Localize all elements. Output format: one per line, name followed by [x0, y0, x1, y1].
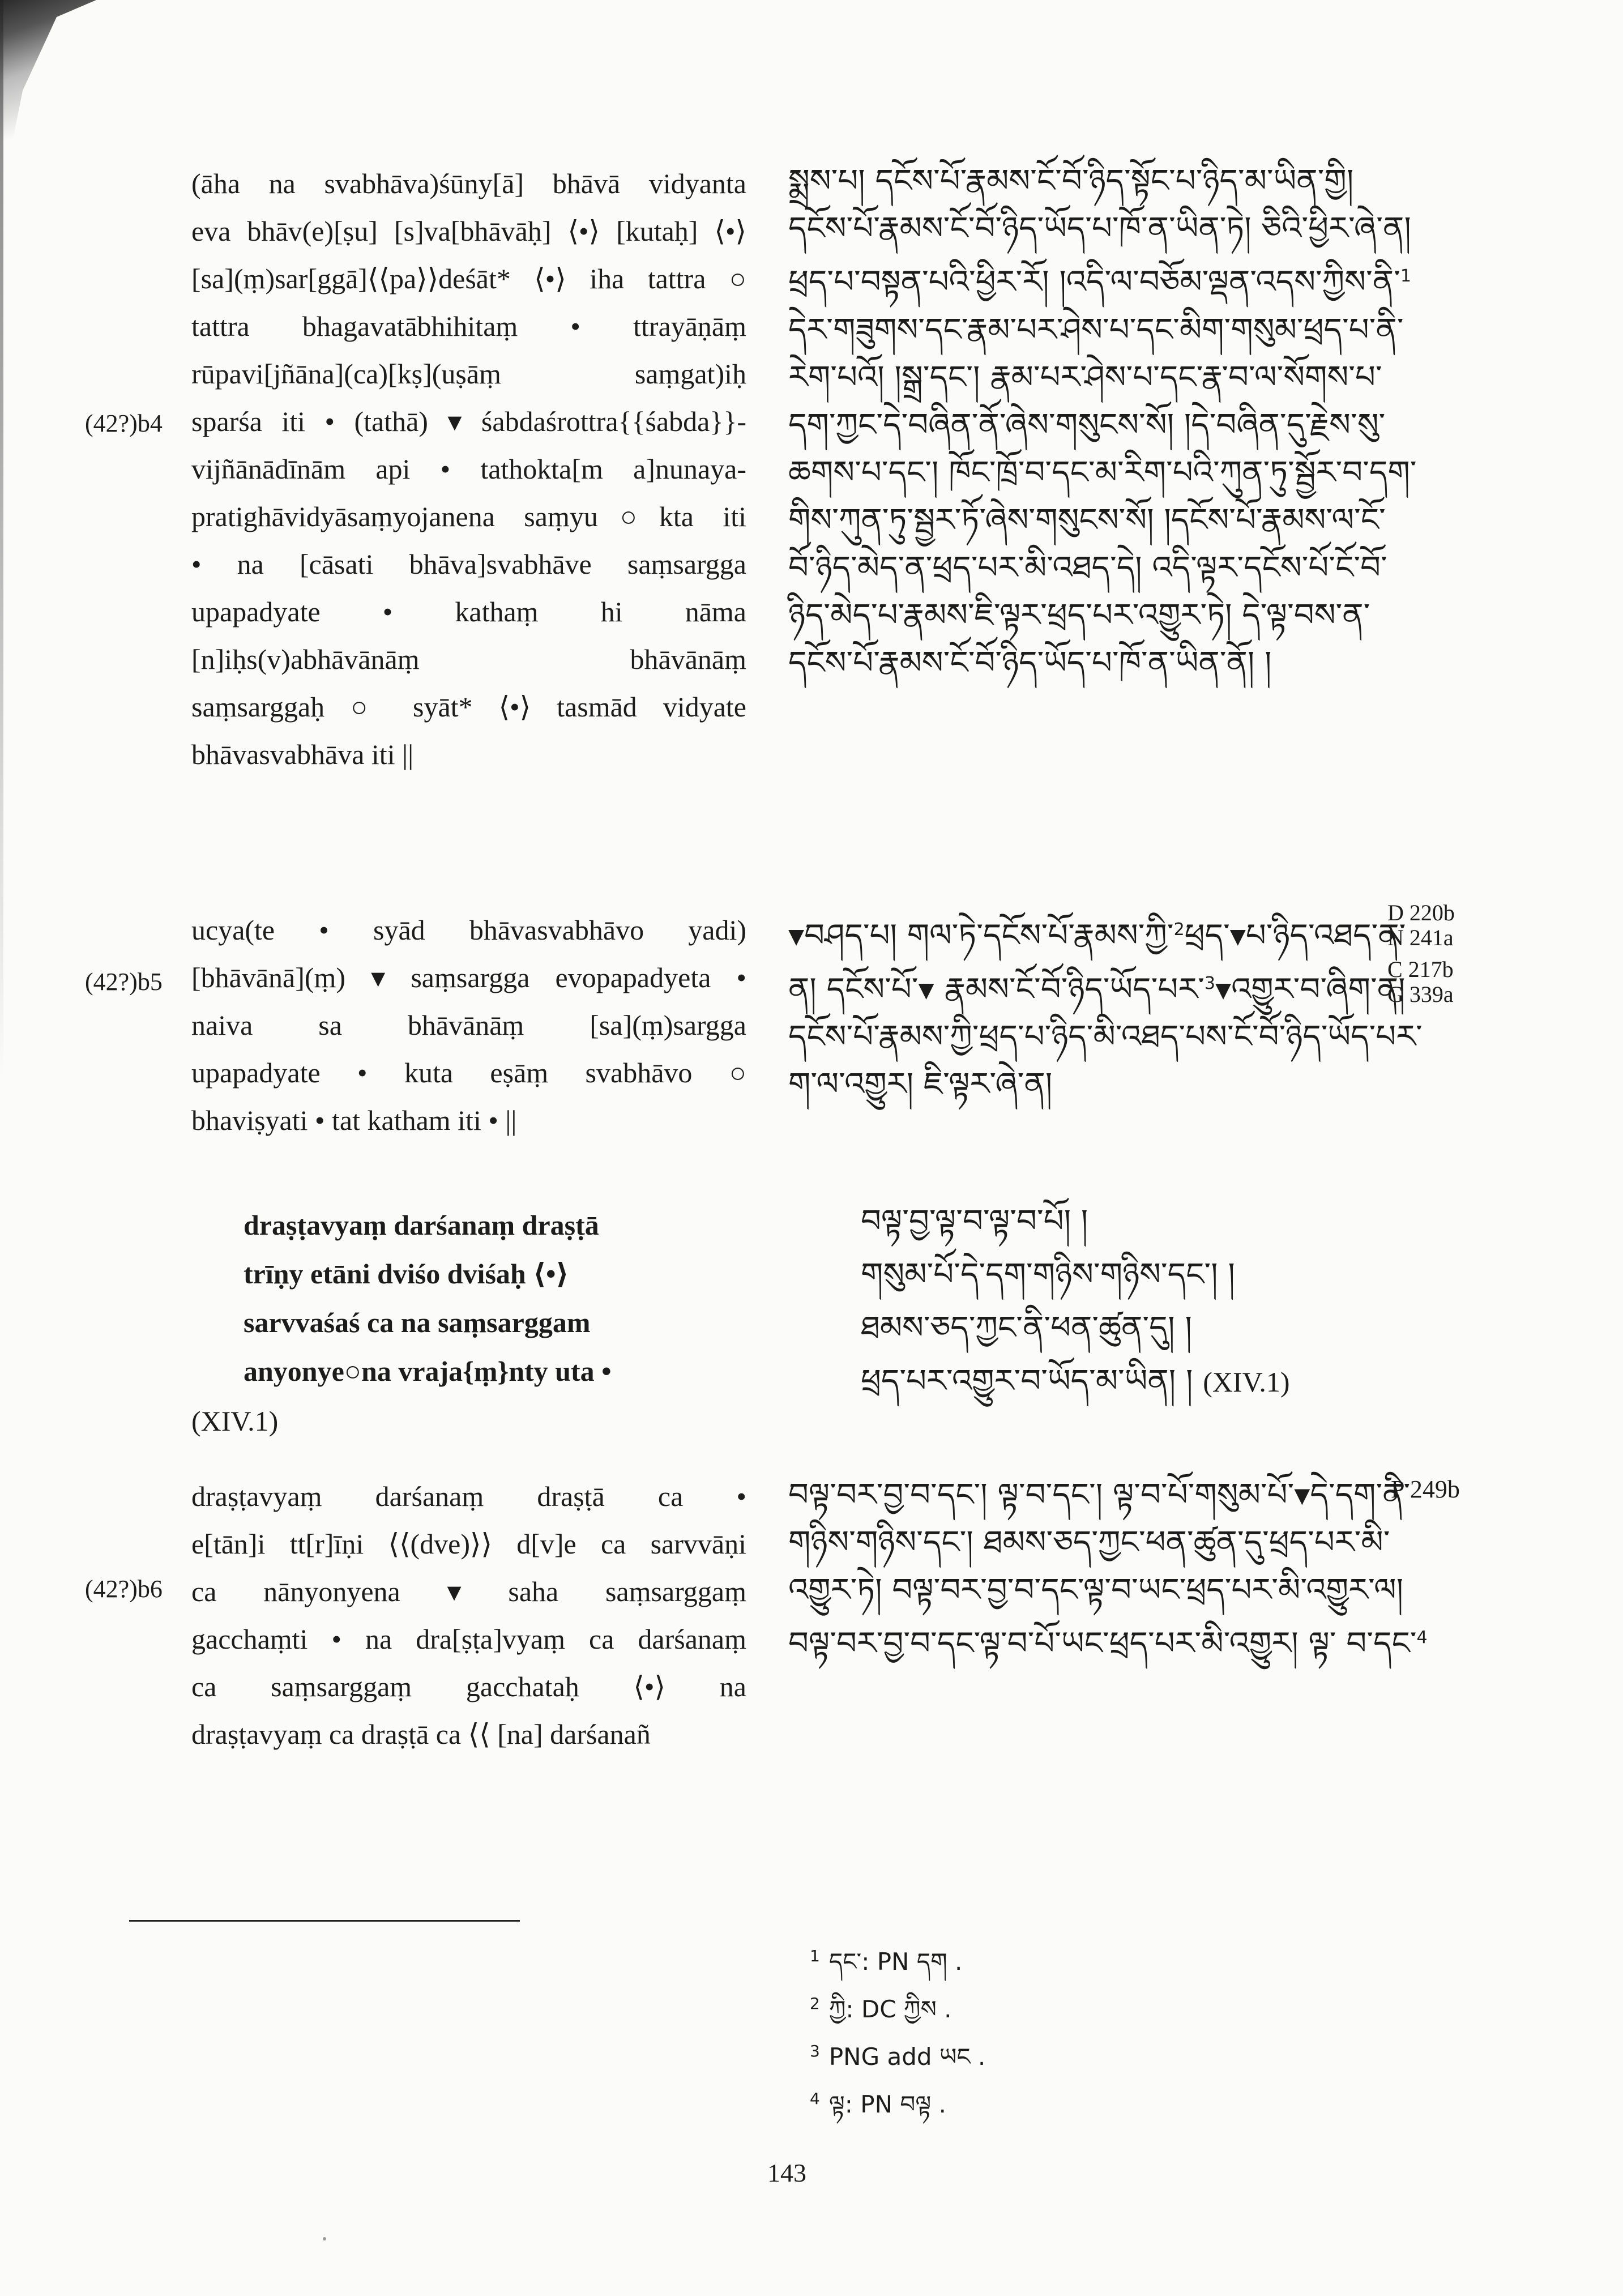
- edition-ref-p: P 249b: [1391, 1475, 1460, 1503]
- footnote-text: PNG add ཡང .: [828, 2043, 986, 2071]
- tibetan-line: ན། དངོས་པོ་▾ རྣམས་ངོ་བོ་ཉིད་ཡོད་པར་$^3$▾འགྱུར་བ་ཞིག་ན།: [788, 971, 1406, 1008]
- sanskrit-verse-number: (XIV.1): [191, 1405, 279, 1437]
- sanskrit-line: upapadyate • kathaṃ hi nāma: [191, 596, 746, 628]
- sanskrit-line: tattra bhagavatābhihitaṃ • ttrayāṇāṃ: [191, 310, 746, 342]
- verse-line: draṣṭavyaṃ darśanaṃ draṣṭā: [244, 1209, 599, 1241]
- footnote-number: 2: [810, 1994, 820, 2013]
- sanskrit-line: upapadyate • kuta eṣāṃ svabhāvo ○: [191, 1057, 746, 1089]
- sanskrit-line: saṃsarggaḥ ○ syāt* ⟨•⟩ tasmād vidyate: [191, 691, 746, 723]
- tibetan-verse-number: (XIV.1): [1203, 1366, 1290, 1398]
- tibetan-line: སྨྲས་པ། དངོས་པོ་རྣམས་ངོ་བོ་ཉིད་སྟོང་པ་ཉིད་མ་ཡིན་གྱི།: [788, 163, 1354, 199]
- sanskrit-line: [sa](ṃ)sar[ggā]⟨⟨pa⟩⟩deśāt* ⟨•⟩ iha tattra ○: [191, 263, 746, 295]
- tibetan-line: ཆགས་པ་དང་། ཁོང་ཁྲོ་བ་དང་མ་རིག་པའི་ཀུན་ཏུ་སྦྱོར་བ་དག་: [788, 454, 1417, 491]
- sanskrit-line: pratighāvidyāsaṃyojanena saṃyu○kta iti: [191, 501, 746, 532]
- sanskrit-line: eva bhāv(e)[ṣu] [s]va[bhāvāḥ] ⟨•⟩ [kutaḥ] ⟨•⟩: [191, 215, 746, 247]
- tibetan-verse: [861, 1195, 1289, 1409]
- tibetan-line: ཉིད་མེད་པ་རྣམས་ཇི་ལྟར་ཕྲད་པར་འགྱུར་ཏེ། དེ་ལྟ་བས་ན་: [788, 596, 1370, 634]
- sanskrit-line: draṣṭavyaṃ darśanaṃ draṣṭā ca •: [191, 1480, 746, 1512]
- footnote-rule: [129, 1920, 520, 1922]
- sanskrit-block-2: [191, 906, 746, 1144]
- tibetan-line: གིས་ཀུན་ཏུ་སྦྱར་ཏོ་ཞེས་གསུངས་སོ། །དངོས་པོ་རྣམས་ལ་ངོ་: [788, 501, 1386, 539]
- edition-ref-c: C 217b: [1387, 957, 1454, 982]
- edition-ref-d: D 220b: [1387, 900, 1455, 925]
- sanskrit-line: • na [cāsati bhāva]svabhāve saṃsargga: [191, 548, 746, 580]
- folio-margin-b6: (42?)b6: [85, 1575, 163, 1603]
- sanskrit-line: vijñānādīnām api • tathokta[m a]nunaya-: [191, 453, 746, 485]
- sanskrit-line: rūpavi[jñāna](ca)[kṣ](uṣāṃ saṃgat)iḥ: [191, 358, 746, 390]
- tibetan-line: དངོས་པོ་རྣམས་ངོ་བོ་ཉིད་ཡོད་པ་ཁོ་ན་ཡིན་ཏེ། ཅིའི་ཕྱིར་ཞེ་ན།: [788, 210, 1411, 247]
- tibetan-line: དངོས་པོ་རྣམས་ངོ་བོ་ཉིད་ཡོད་པ་ཁོ་ན་ཡིན་ནོ། །: [788, 644, 1272, 681]
- verse-line: sarvvaśaś ca na saṃsarggam: [244, 1307, 591, 1338]
- sanskrit-verse: [244, 1201, 753, 1395]
- tibetan-line: ▾བཤད་པ། གལ་ཏེ་དངོས་པོ་རྣམས་ཀྱི་$^2$ཕྲད་▾པ་ཉིད་འཐད་ན་: [788, 917, 1406, 954]
- tibetan-verse-line: གསུམ་པོ་དེ་དག་གཉིས་གཉིས་དང་། །: [861, 1256, 1235, 1293]
- sanskrit-line: ca nānyonyena ▾ saha saṃsarggaṃ: [191, 1576, 746, 1607]
- sanskrit-line: bhāvasvabhāva iti ||: [191, 739, 414, 770]
- footnote: [810, 2077, 946, 2145]
- sanskrit-line: [bhāvānā](ṃ) ▾ saṃsargga evopapadyeta •: [191, 962, 746, 993]
- verse-line: trīṇy etāni dviśo dviśaḥ ⟨•⟩: [244, 1258, 569, 1290]
- tibetan-verse-line: ཕྲད་པར་འགྱུར་བ་ཡོད་མ་ཡིན། ། (XIV.1): [861, 1363, 1290, 1399]
- tibetan-line: བལྟ་བར་བྱ་བ་དང་། ལྟ་བ་དང་། ལྟ་བ་པོ་གསུམ་པོ་▾དེ་དག་ནི་: [788, 1476, 1411, 1513]
- tibetan-line: བལྟ་བར་བྱ་བ་དང་ལྟ་བ་པོ་ཡང་ཕྲད་པར་མི་འགྱུར། ལྟ་ བ་དང་$^4$: [788, 1625, 1428, 1662]
- tibetan-line: དེར་གཟུགས་དང་རྣམ་པར་ཤེས་པ་དང་མིག་གསུམ་ཕྲད་པ་ནི་: [788, 311, 1404, 348]
- sanskrit-line: draṣṭavyaṃ ca draṣṭā ca ⟨⟨ [na] darśanañ: [191, 1718, 651, 1750]
- edition-ref-n: N 241a: [1387, 925, 1454, 950]
- sanskrit-line: ca saṃsarggaṃ gacchataḥ ⟨•⟩ na: [191, 1671, 746, 1702]
- tibetan-line: རེག་པའོ། །སྒྲ་དང་། རྣམ་པར་ཤེས་པ་དང་རྣ་བ་ལ་སོགས་པ་: [788, 359, 1382, 396]
- sanskrit-line: ucya(te • syād bhāvasvabhāvo yadi): [191, 914, 746, 946]
- sanskrit-line: naiva sa bhāvānāṃ [sa](ṃ)sargga: [191, 1009, 746, 1041]
- tibetan-verse-line: བལྟ་བྱ་ལྟ་བ་ལྟ་བ་པོ། །: [861, 1203, 1088, 1240]
- sanskrit-line: gacchaṃti • na dra[ṣṭa]vyaṃ ca darśanaṃ: [191, 1623, 746, 1655]
- folio-margin-b4: (42?)b4: [85, 409, 163, 437]
- folio-margin-b5: (42?)b5: [85, 968, 163, 996]
- sanskrit-line: [n]iḥs(v)abhāvānāṃ bhāvānāṃ: [191, 643, 746, 675]
- sanskrit-line: (āha na svabhāva)śūny[ā] bhāvā vidyanta: [191, 168, 746, 199]
- footnote-marker: 4: [1416, 1628, 1428, 1648]
- tibetan-line: ག་ལ་འགྱུར། ཇི་ལྟར་ཞེ་ན།: [788, 1066, 1053, 1103]
- tibetan-line: དག་ཀྱང་དེ་བཞིན་ནོ་ཞེས་གསུངས་སོ། །དེ་བཞིན་དུ་རྗེས་སུ་: [788, 406, 1386, 443]
- footnote-marker: 1: [1400, 266, 1411, 286]
- verse-line: anyonye○na vraja{ṃ}nty uta •: [244, 1355, 612, 1387]
- sanskrit-line: sparśa iti • (tathā) ▾ śabdaśrottra{{śabda}}-: [191, 406, 746, 437]
- tibetan-line: བོ་ཉིད་མེད་ན་ཕྲད་པར་མི་འཐད་དེ། འདི་ལྟར་དངོས་པོ་ངོ་བོ་: [788, 549, 1387, 586]
- tibetan-line: གཉིས་གཉིས་དང་། ཐམས་ཅད་ཀྱང་ཕན་ཚུན་དུ་ཕྲད་པར་མི་: [788, 1524, 1390, 1561]
- sanskrit-line: bhaviṣyati • tat katham iti • ||: [191, 1104, 517, 1136]
- footnote-number: 1: [810, 1947, 820, 1965]
- scan-speck: [323, 2237, 326, 2240]
- footnote-text: ལྟ: PN བལྟ .: [828, 2090, 946, 2118]
- tibetan-line: དངོས་པོ་རྣམས་ཀྱི་ཕྲད་པ་ཉིད་མི་འཐད་པས་ངོ་བོ་ཉིད་ཡོད་པར་: [788, 1018, 1423, 1056]
- tibetan-line: ཕྲད་པ་བསྟན་པའི་ཕྱིར་རོ། །འདི་ལ་བཅོམ་ལྡན་འདས་ཀྱིས་ནི་$^1$: [788, 263, 1411, 301]
- tibetan-verse-line: ཐམས་ཅད་ཀྱང་ནི་ཕན་ཚུན་དུ། །: [861, 1309, 1192, 1346]
- sanskrit-block-1: [191, 160, 746, 778]
- tibetan-line: འགྱུར་ཏེ། བལྟ་བར་བྱ་བ་དང་ལྟ་བ་ཡང་ཕྲད་པར་མི་འགྱུར་ལ།: [788, 1572, 1404, 1608]
- scan-binding-shadow: [0, 0, 3, 1076]
- footnote-number: 3: [810, 2042, 820, 2060]
- footnote-text: དང་: PN དག .: [828, 1948, 963, 1975]
- footnote-text: ཀྱི: DC ཀྱིས .: [828, 1995, 952, 2023]
- scan-corner-shadow: [0, 0, 96, 170]
- tibetan-block-1: [788, 157, 1417, 687]
- footnote-marker: 3: [1204, 973, 1215, 993]
- page-number: 143: [767, 2158, 806, 2187]
- footnote-number: 4: [810, 2089, 820, 2108]
- sanskrit-block-3: [191, 1473, 746, 1758]
- edition-ref-g: G 339a: [1387, 981, 1454, 1007]
- sanskrit-line: e[tān]i tt[r]īṇi ⟨⟨(dve)⟩⟩ d[v]e ca sarvvāṇi: [191, 1528, 746, 1560]
- footnote-marker: 2: [1173, 920, 1185, 940]
